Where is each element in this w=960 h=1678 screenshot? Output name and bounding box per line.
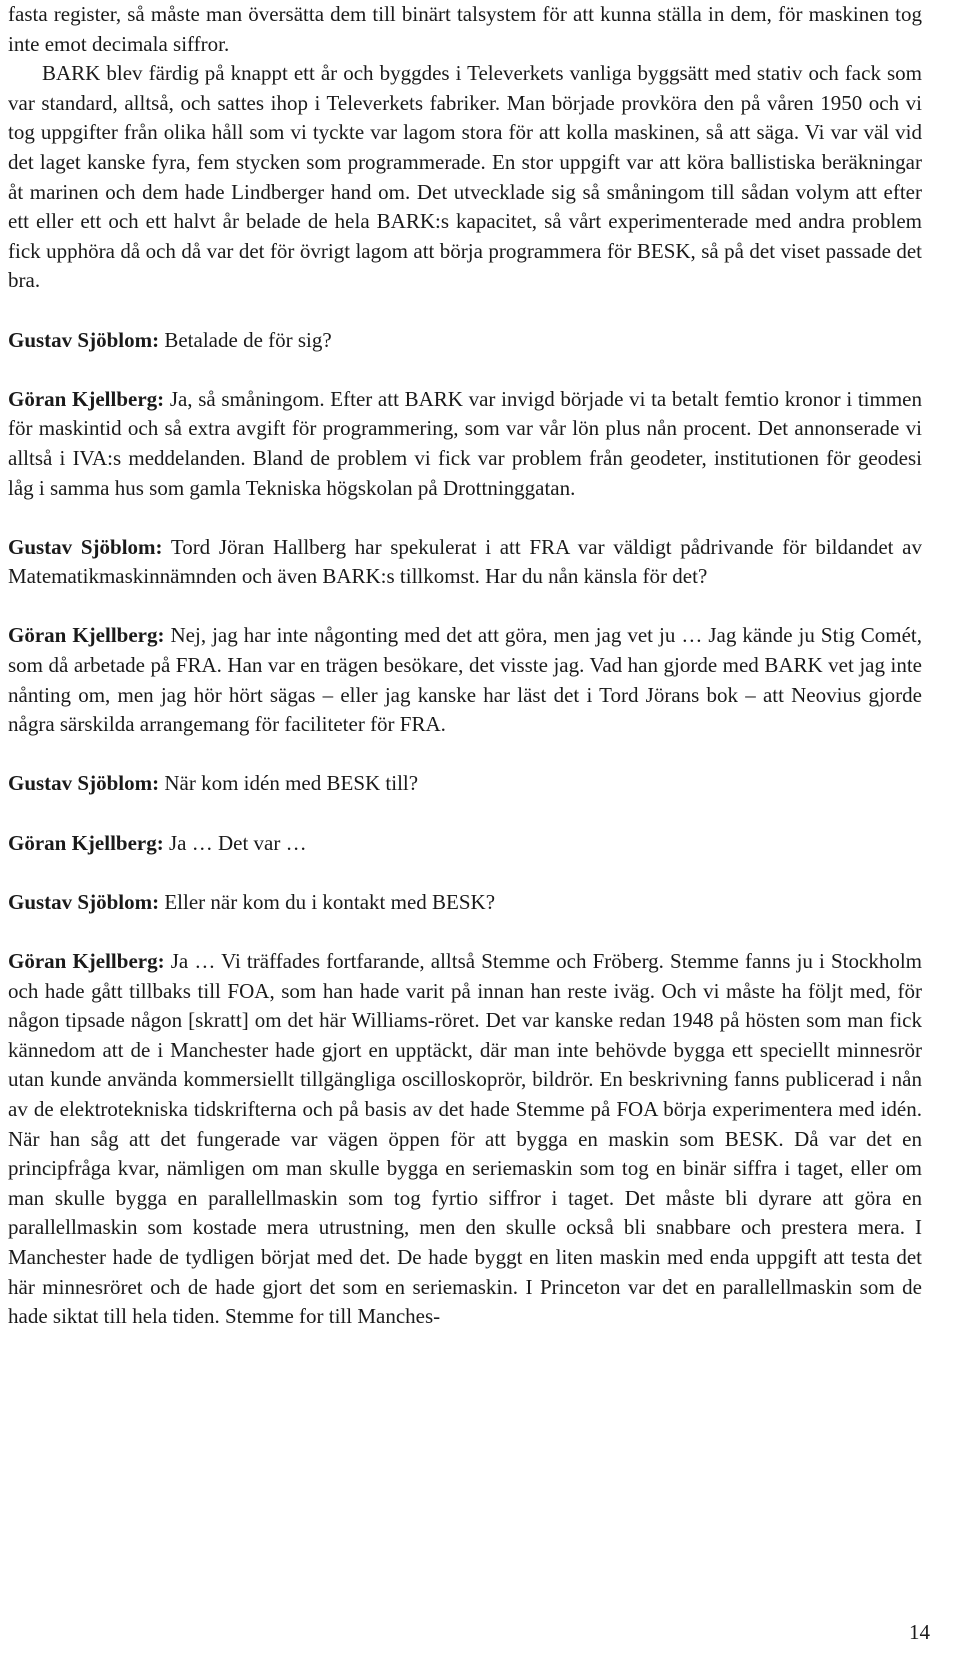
- interview-turn: [8, 326, 922, 356]
- turn-text: Ja, så småningom. Efter att BARK var invigd började vi ta betalt femtio kronor i timmen för maskintid och så extra avgift för programmering, som var vår lön plus nån procent. Det annonserade vi alltså i IVA:s meddelanden. Bland de problem vi fick var problem från geodeter, institutionen för geodesi låg i samma hus som gamla Tekniska högskolan på Drottninggatan.: [8, 386, 923, 500]
- speaker-name: Göran Kjellberg:: [8, 623, 165, 648]
- speaker-name: Göran Kjellberg:: [8, 949, 165, 973]
- interview-turn: [8, 385, 922, 503]
- speaker-name: Gustav Sjöblom:: [8, 771, 160, 796]
- continuation-paragraph-2: BARK blev färdig på knappt ett år och byggdes i Televerkets vanliga byggsätt med stativ och fack som var standard, alltså, och sattes ihop i Televerkets fabriker. Man började provköra den på våren 1950 och vi tog uppgifter från olika håll som vi tyckte var lagom stora för att kolla maskinen, så att säga. Vi var väl vid det laget kanske fyra, fem stycken som programmerade. En stor uppgift var att köra ballistiska beräkningar åt marinen och dem hade Lindberger hand om. Det utvecklade sig så småningom till sådan volym att efter ett eller ett och ett halvt år belade de hela BARK:s kapacitet, så vårt experimenterade med andra problem fick upphöra då och då var det för övrigt lagom att börja programmera för BESK, så på det viset passade det bra.: [8, 61, 922, 293]
- turn-text: Tord Jöran Hallberg har spekulerat i att FRA var väldigt pådrivande för bildandet av Matematikmaskinnämnden och även BARK:s tillkomst. Har du nån känsla för det?: [8, 534, 922, 589]
- turn-text: Ja … Det var …: [168, 830, 307, 855]
- turn-text: Eller när kom du i kontakt med BESK?: [164, 889, 496, 914]
- speaker-name: Göran Kjellberg:: [8, 830, 164, 855]
- interview-turn: [8, 621, 922, 739]
- interview-turn: [8, 829, 922, 859]
- speaker-name: Gustav Sjöblom:: [8, 534, 163, 559]
- interview-turn: [8, 947, 922, 1332]
- interview-turn: [8, 769, 922, 799]
- continuation-paragraph-1: fasta register, så måste man översätta dem till binärt talsystem för att kunna ställa in dem, för maskinen tog inte emot decimala siffror.: [8, 2, 922, 56]
- interview-turn: [8, 888, 922, 918]
- speaker-name: Gustav Sjöblom:: [8, 327, 160, 352]
- turn-text: Betalade de för sig?: [164, 327, 332, 352]
- turn-text: Nej, jag har inte någonting med det att göra, men jag vet ju … Jag kände ju Stig Comét, som då arbetade på FRA. Han var en trägen besökare, det visste jag. Vad han gjorde med BARK vet jag inte nånting om, men jag hör hört sägas – eller jag kanske har läst det i Tord Jörans bok – att Neovius gjorde några särskilda arrangemang för faciliteter för FRA.: [8, 623, 923, 737]
- page-number: 14: [909, 1620, 930, 1644]
- turn-text: Ja … Vi träffades fortfarande, alltså Stemme och Fröberg. Stemme fanns ju i Stockholm och hade gått tillbaks till FOA, som han hade varit på innan han reste iväg. Och vi måste ha följt med, för någon tipsade någon [skratt] om det här Williams-röret. Det var kanske redan 1948 på hösten som man fick kännedom att de i Manchester hade gjort en upptäckt, där man inte behövde bygga ett speciellt minnesrör utan kunde använda kommersiellt tillgängliga oscilloskoprör, bildrör. En beskrivning fanns publicerad i nån av de elektrotekniska tidskrifterna och på basis av det hade Stemme på FOA börja experimentera med idén. När han såg att det fungerade var vägen öppen för att bygga en maskin som BESK. Då var det en principfråga kvar, nämligen om man skulle bygga en seriemaskin som tog en binär siffra i taget, eller om man skulle bygga en parallellmaskin som tog fyrtio siffror i taget. Det måste bli dyrare att göra en parallellmaskin som kostade mera utrustning, men den skulle också bli snabbare och prestera mera. I Manchester hade de tydligen börjat med det. De hade byggt en liten maskin med enda uppgift att testa det här minnesröret och de hade gjort det som en seriemaskin. I Princeton var det en parallellmaskin som de hade siktat till hela tiden. Stemme for till Manches-: [8, 949, 923, 1329]
- interview-turn: [8, 533, 922, 592]
- speaker-name: Göran Kjellberg:: [8, 386, 165, 411]
- turn-text: När kom idén med BESK till?: [164, 771, 419, 796]
- speaker-name: Gustav Sjöblom:: [8, 889, 160, 914]
